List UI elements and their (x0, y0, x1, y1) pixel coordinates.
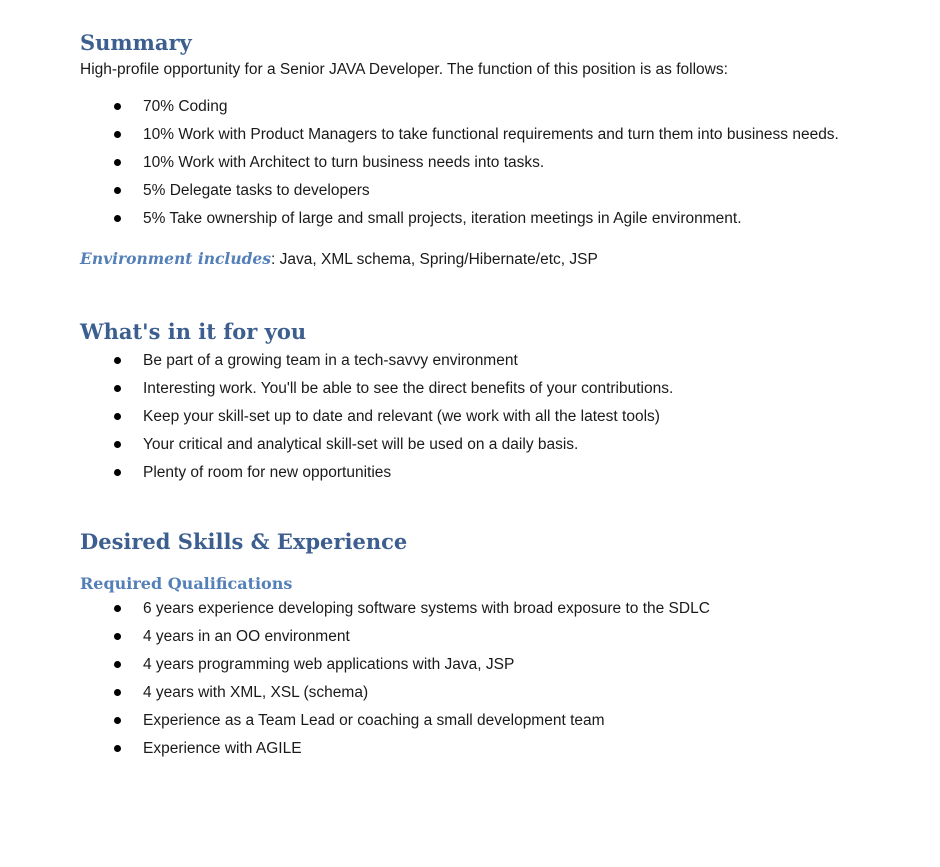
list-item: 4 years with XML, XSL (schema) (80, 679, 900, 707)
duties-list (80, 93, 900, 233)
list-item: 6 years experience developing software systems with broad exposure to the SDLC (80, 595, 900, 623)
list-item: Experience with AGILE (80, 735, 900, 763)
list-item: 10% Work with Product Managers to take functional requirements and turn them into business needs. (80, 121, 900, 149)
job-description (80, 28, 900, 763)
list-item: 4 years in an OO environment (80, 623, 900, 651)
benefits-heading: What's in it for you (80, 319, 307, 344)
list-item: 70% Coding (80, 93, 900, 121)
required-qualifications-heading: Required Qualifications (80, 574, 293, 593)
summary-heading: Summary (80, 30, 192, 55)
list-item: 4 years programming web applications with Java, JSP (80, 651, 900, 679)
list-item: Interesting work. You'll be able to see the direct benefits of your contributions. (80, 375, 900, 403)
environment-line (80, 249, 900, 270)
skills-heading: Desired Skills & Experience (80, 529, 408, 554)
benefits-list (80, 347, 900, 487)
list-item: 5% Take ownership of large and small projects, iteration meetings in Agile environment. (80, 205, 900, 233)
list-item: Experience as a Team Lead or coaching a small development team (80, 707, 900, 735)
environment-value: : Java, XML schema, Spring/Hibernate/etc, JSP (271, 251, 598, 268)
list-item: Plenty of room for new opportunities (80, 459, 900, 487)
list-item: 5% Delegate tasks to developers (80, 177, 900, 205)
list-item: Keep your skill-set up to date and relevant (we work with all the latest tools) (80, 403, 900, 431)
required-qualifications-list (80, 595, 900, 763)
list-item: Be part of a growing team in a tech-savvy environment (80, 347, 900, 375)
list-item: 10% Work with Architect to turn business needs into tasks. (80, 149, 900, 177)
summary-intro: High-profile opportunity for a Senior JAVA Developer. The function of this position is as follows: (80, 61, 728, 78)
list-item: Your critical and analytical skill-set will be used on a daily basis. (80, 431, 900, 459)
environment-label: Environment includes (80, 249, 272, 268)
